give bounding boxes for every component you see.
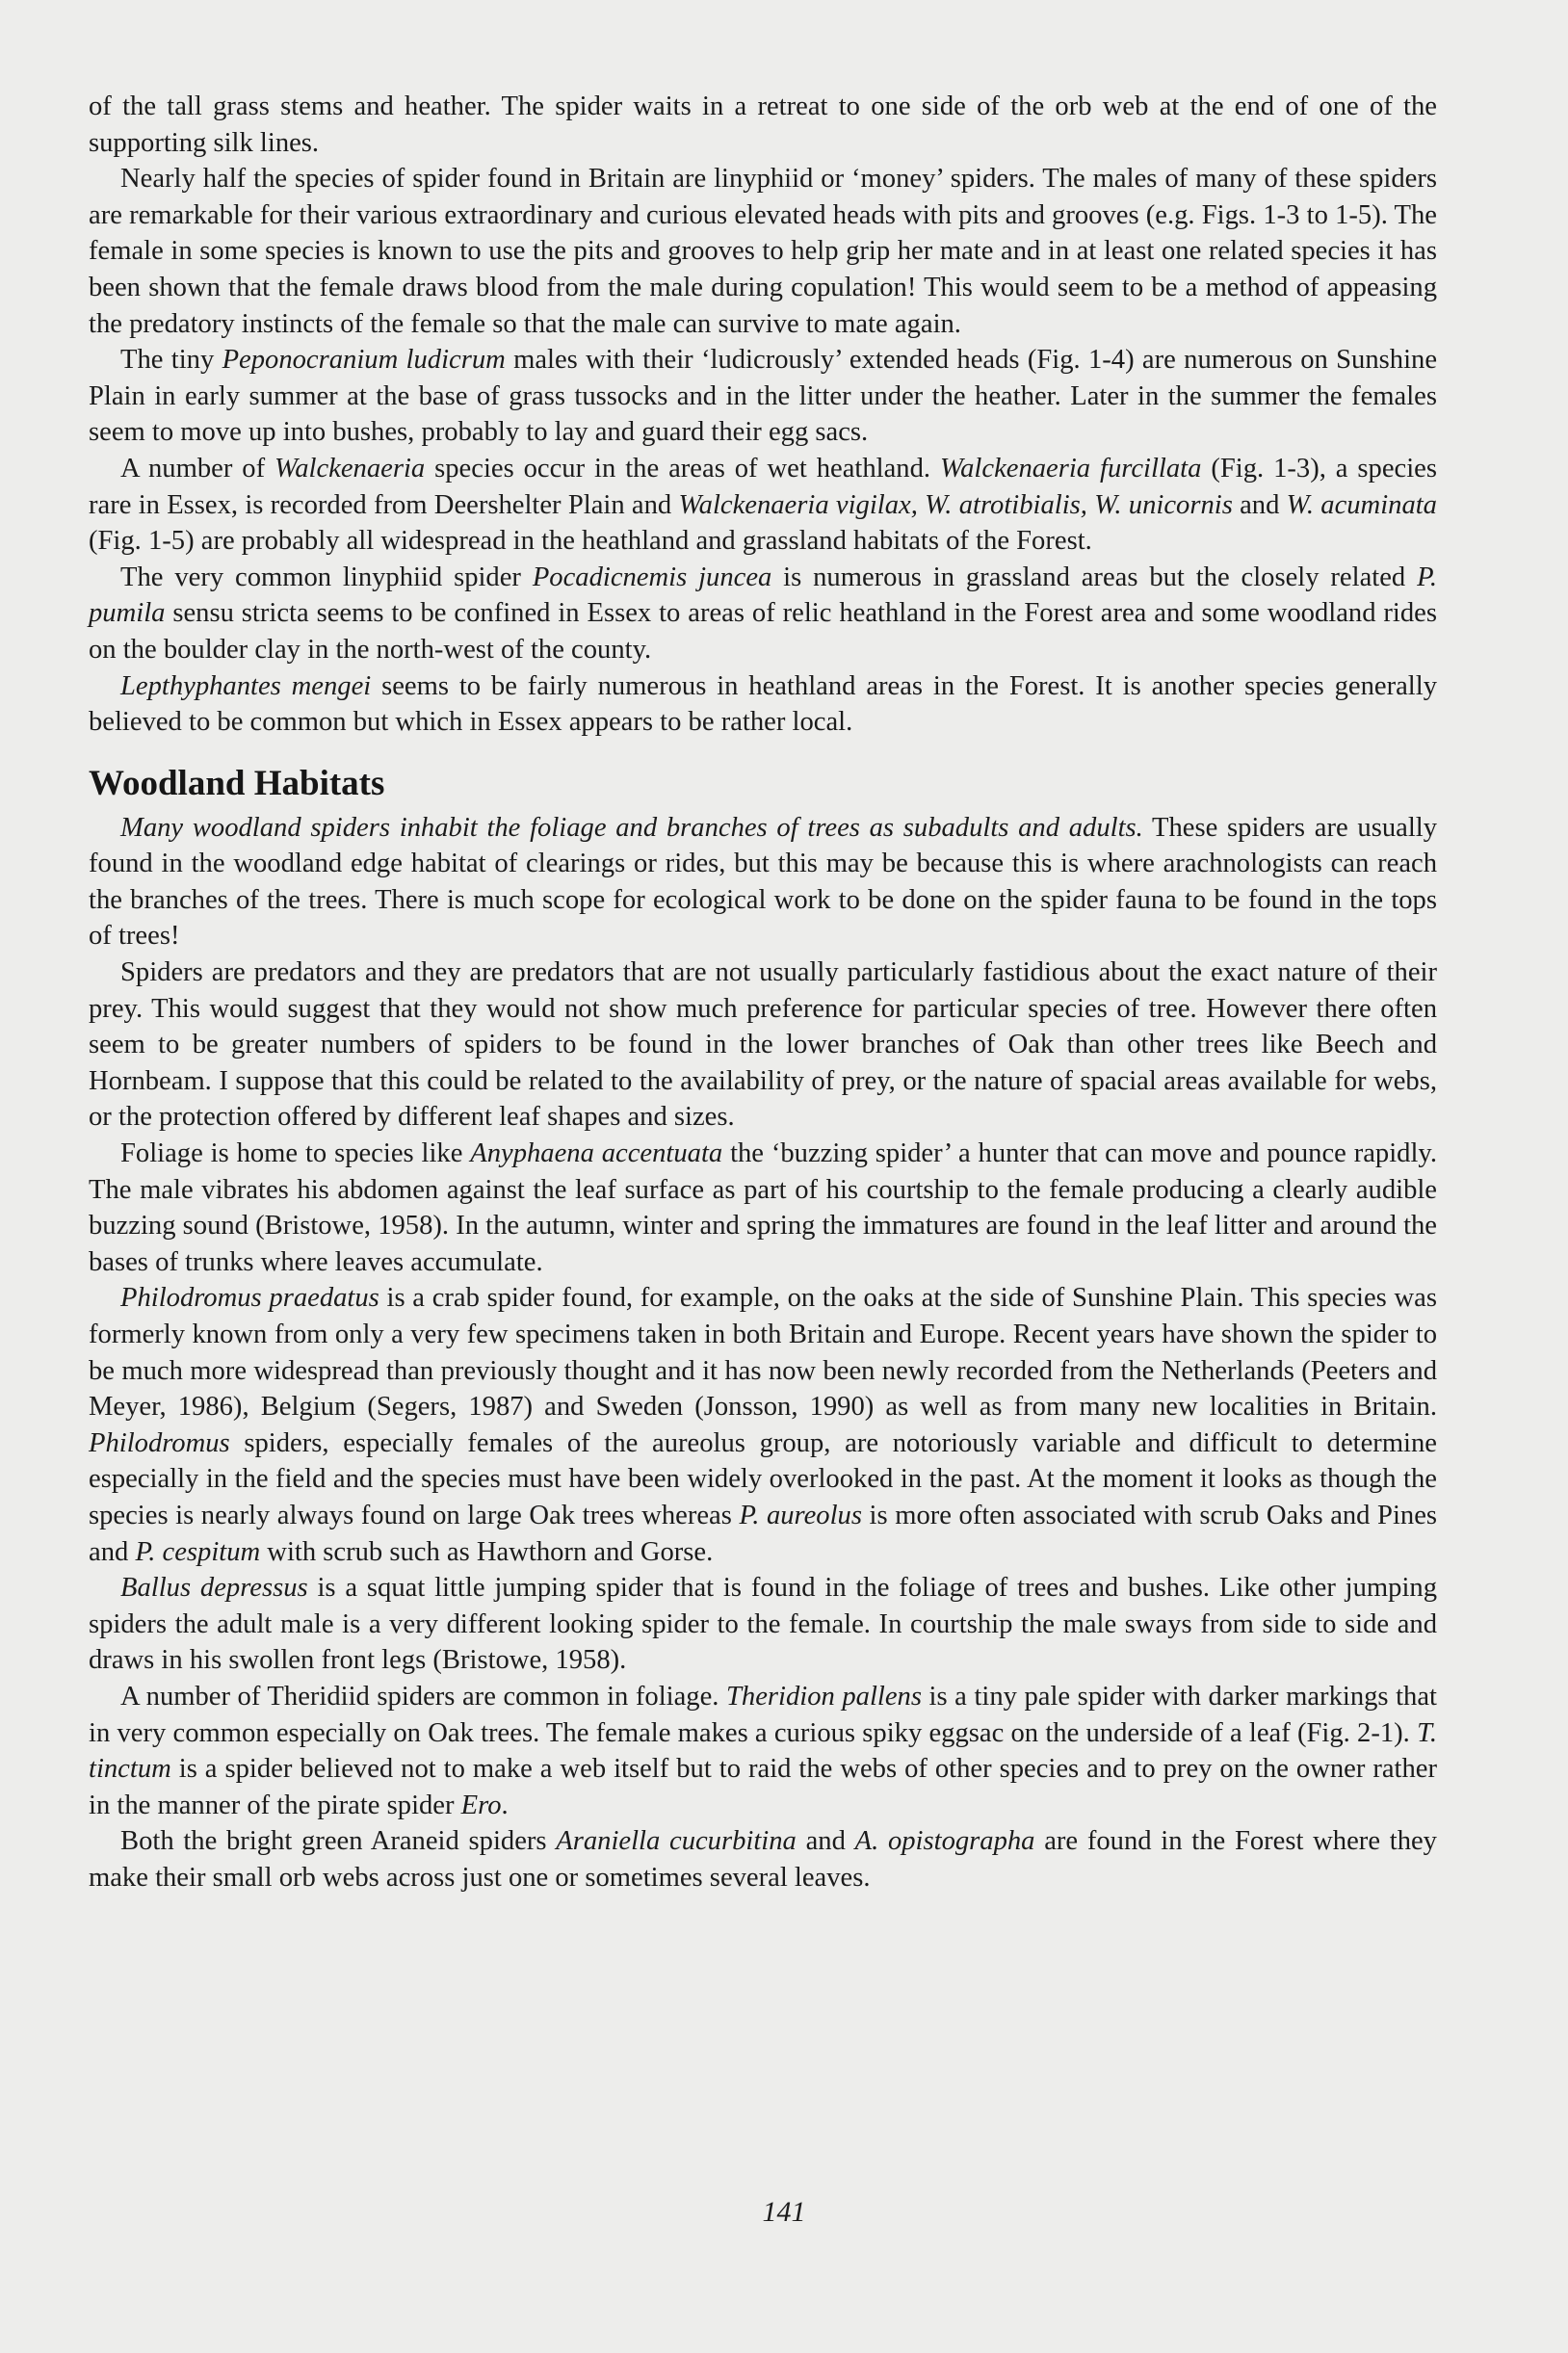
species-name: Theridion pallens: [726, 1681, 922, 1712]
species-name: Pocadicnemis juncea: [532, 562, 772, 592]
species-name: Walckenaeria furcillata: [939, 453, 1202, 484]
paragraph-ballus: Ballus depressus is a squat little jumping spider that is found in the foliage of trees and bushes. Like other jumping spiders the adult male is a very different looking spider to the female. In courtship the male sways from side to side and draws in his swollen front legs (Bristowe, 1958).: [89, 1573, 1437, 1676]
species-name: P. cespitum: [135, 1536, 261, 1567]
paragraph-predators: Spiders are predators and they are predators that are not usually particularly fastidious about the exact nature of their prey. This would suggest that they would not show much preference for particular species of tree. However there often seem to be greater numbers of spiders to be found in the lower branches of Oak than other trees like Beech and Hornbeam. I suppose that this could be related to the availability of prey, or the nature of spacial areas available for webs, or the protection offered by different leaf shapes and sizes.: [89, 957, 1437, 1133]
species-name: Araniella cucurbitina: [556, 1826, 797, 1857]
species-name: Philodromus: [89, 1427, 230, 1458]
paragraph-philodromus: Philodromus praedatus is a crab spider found, for example, on the oaks at the side of Sunshine Plain. This species was formerly known from only a very few specimens taken in both Britain and Europe. Recent years have shown the spider to be much more widespread than previously thought and it has now been newly recorded from the Netherlands (Peeters and Meyer, 1986), Belgium (Segers, 1987) and Sweden (Jonsson, 1990) as well as from many new localities in Britain. Philodromus spiders, especially females of the aureolus group, are notoriously variable and difficult to determine especially in the field and the species must have been widely overlooked in the past. At the moment it looks as though the species is nearly always found on large Oak trees whereas P. aureolus is more often associated with scrub Oaks and Pines and P. cespitum with scrub such as Hawthorn and Gorse.: [89, 1283, 1438, 1567]
paragraph-peponocranium: The tiny Peponocranium ludicrum males with their ‘ludicrously’ extended heads (Fig. 1-4) are numerous on Sunshine Plain in early summer at the base of grass tussocks and in the litter under the heather. Later in the summer the females seem to move up into bushes, probably to lay and guard their egg sacs.: [89, 345, 1438, 448]
page-number: 141: [762, 2196, 806, 2228]
species-name: Ero: [460, 1790, 502, 1820]
species-name: P. pumila: [89, 562, 1437, 629]
emphasis-text: Many woodland spiders inhabit the foliage and branches of trees as subadults and adults.: [120, 812, 1143, 843]
species-name: P. aureolus: [739, 1500, 862, 1530]
paragraph-walckenaeria: A number of Walckenaeria species occur in the areas of wet heathland. Walckenaeria furcillata (Fig. 1-3), a species rare in Essex, is recorded from Deershelter Plain and Walckenaeria vigilax, W. atrotibialis, W. unicornis and W. acuminata (Fig. 1-5) are probably all widespread in the heathland and grassland habitats of the Forest.: [89, 453, 1437, 557]
paragraph-anyphaena: Foliage is home to species like Anyphaena accentuata the ‘buzzing spider’ a hunter that can move and pounce rapidly. The male vibrates his abdomen against the leaf surface as part of his courtship to the female producing a clearly audible buzzing sound (Bristowe, 1958). In the autumn, winter and spring the immatures are found in the leaf litter and around the bases of trunks where leaves accumulate.: [89, 1138, 1437, 1277]
book-page: [89, 89, 1437, 1896]
paragraph-theridiid: A number of Theridiid spiders are common in foliage. Theridion pallens is a tiny pale spider with darker markings that in very common especially on Oak trees. The female makes a curious spiky eggsac on the underside of a leaf (Fig. 2-1). T. tinctum is a spider believed not to make a web itself but to raid the webs of other species and to prey on the owner rather in the manner of the pirate spider Ero.: [89, 1681, 1437, 1820]
species-name: Lepthyphantes mengei: [120, 670, 372, 701]
paragraph-woodland-intro: Many woodland spiders inhabit the foliage and branches of trees as subadults and adults. These spiders are usually found in the woodland edge habitat of clearings or rides, but this may be because this is where arachnologists can reach the branches of the trees. There is much scope for ecological work to be done on the spider fauna to be found in the tops of trees!: [89, 812, 1438, 952]
species-name: Walckenaeria vigilax, W. atrotibialis, W. unicornis: [678, 489, 1233, 520]
paragraph-araneid: Both the bright green Araneid spiders Araniella cucurbitina and A. opistographa are found in the Forest where they make their small orb webs across just one or sometimes several leaves.: [89, 1826, 1437, 1893]
paragraph-lepthyphantes: Lepthyphantes mengei seems to be fairly numerous in heathland areas in the Forest. It is another species generally believed to be common but which in Essex appears to be rather local.: [89, 670, 1437, 738]
species-name: A. opistographa: [854, 1826, 1035, 1857]
section-heading: Woodland Habitats: [89, 763, 385, 803]
species-name: Peponocranium ludicrum: [222, 345, 506, 376]
paragraph-money-spiders: Nearly half the species of spider found in Britain are linyphiid or ‘money’ spiders. The males of many of these spiders are remarkable for their various extraordinary and curious elevated heads with pits and grooves (e.g. Figs. 1-3 to 1-5). The female in some species is known to use the pits and grooves to help grip her mate and in at least one related species it has been shown that the female draws blood from the male during copulation! This would seem to be a method of appeasing the predatory instincts of the female so that the male can survive to mate again.: [89, 164, 1437, 339]
species-name: Walckenaeria: [274, 453, 426, 484]
species-name: Philodromus praedatus: [120, 1283, 379, 1314]
species-name: T. tinctum: [89, 1717, 1437, 1785]
paragraph-pocadicnemis: The very common linyphiid spider Pocadicnemis juncea is numerous in grassland areas but the closely related P. pumila sensu stricta seems to be confined in Essex to areas of relic heathland in the Forest area and some woodland rides on the boulder clay in the north-west of the county.: [89, 562, 1437, 665]
species-name: Anyphaena accentuata: [470, 1138, 723, 1169]
species-name: W. acuminata: [1286, 489, 1437, 520]
paragraph-heathland-orb-web: of the tall grass stems and heather. The spider waits in a retreat to one side of the orb web at the end of one of the supporting silk lines.: [89, 92, 1437, 158]
species-name: Ballus depressus: [120, 1573, 308, 1604]
